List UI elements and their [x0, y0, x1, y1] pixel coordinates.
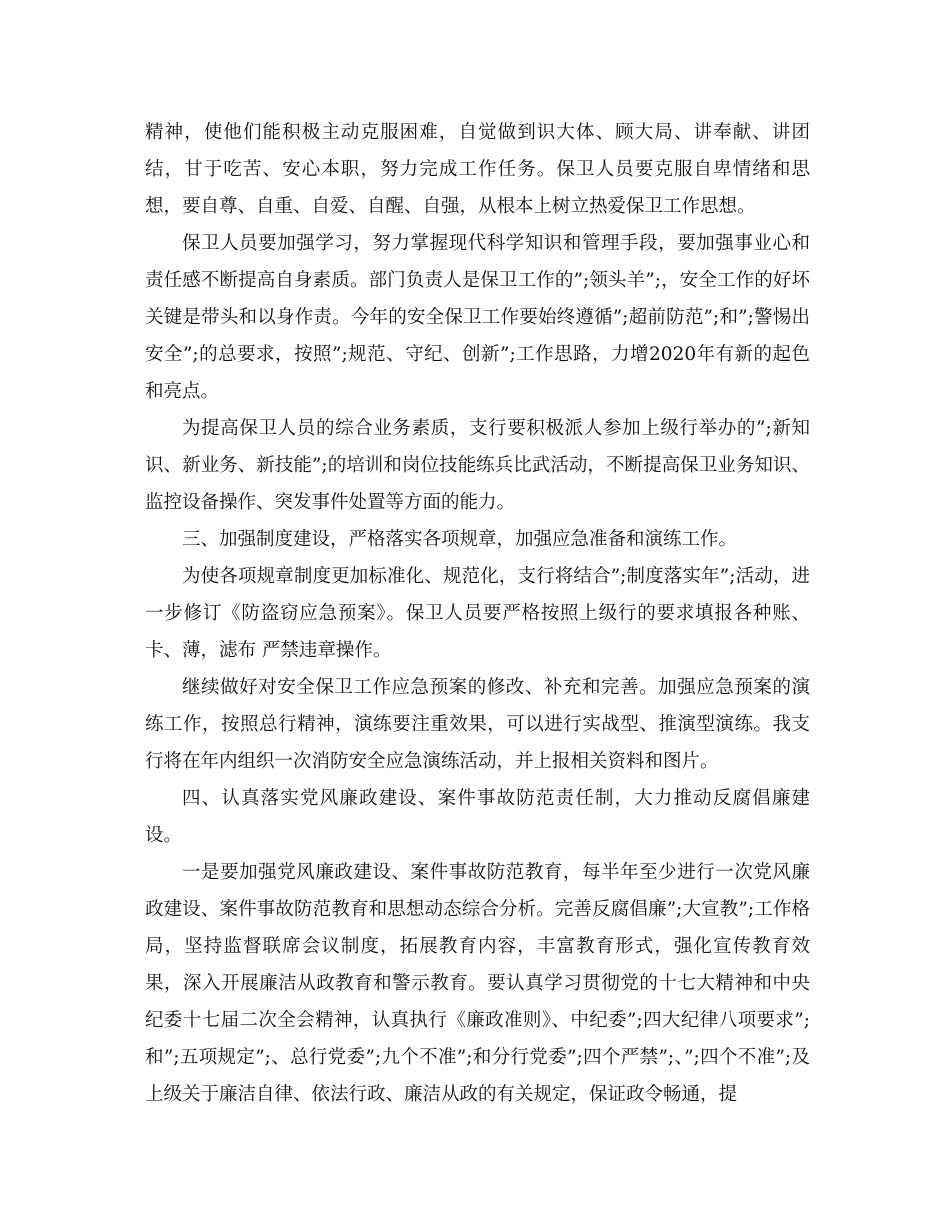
paragraph-1: 精神，使他们能积极主动克服困难，自觉做到识大体、顾大局、讲奉献、讲团结，甘于吃苦、安心本职，努力完成工作任务。保卫人员要克服自卑情绪和思想，要自尊、自重、自爱、自醒、自强，从根本上树立热爱保卫工作思想。: [145, 122, 810, 217]
document-body: [145, 114, 810, 1113]
paragraph-5: 继续做好对安全保卫工作应急预案的修改、补充和完善。加强应急预案的演练工作，按照总行精神，演练要注重效果，可以进行实战型、推演型演练。我支行将在年内组织一次消防安全应急演练活动，并上报相关资料和图片。: [145, 677, 810, 772]
paragraph-3: 为提高保卫人员的综合业务素质，支行要积极派人参加上级行举办的”;新知识、新业务、新技能”;的培训和岗位技能练兵比武活动，不断提高保卫业务知识、监控设备操作、突发事件处置等方面的能力。: [145, 418, 810, 513]
section-heading-4: 四、认真落实党风廉政建设、案件事故防范责任制，大力推动反腐倡廉建设。: [145, 788, 810, 846]
paragraph-2: 保卫人员要加强学习，努力掌握现代科学知识和管理手段，要加强事业心和责任感不断提高自身素质。部门负责人是保卫工作的”;领头羊”;，安全工作的好坏关键是带头和以身作责。今年的安全保卫工作要始终遵循”;超前防范”;和”;警惕出安全”;的总要求，按照”;规范、守纪、创新”;工作思路，力增2020年有新的起色和亮点。: [145, 233, 810, 402]
paragraph-6: 一是要加强党风廉政建设、案件事故防范教育，每半年至少进行一次党风廉政建设、案件事故防范教育和思想动态综合分析。完善反腐倡廉”;大宣教”;工作格局，坚持监督联席会议制度，拓展教育内容，丰富教育形式，强化宣传教育效果，深入开展廉洁从政教育和警示教育。要认真学习贯彻党的十七大精神和中央纪委十七届二次全会精神，认真执行《廉政准则》、中纪委”;四大纪律八项要求”;和”;五项规定”;、总行党委”;九个不准”;和分行党委”;四个严禁”;、”;四个不准”;及上级关于廉洁自律、依法行政、廉洁从政的有关规定，保证政令畅通，提: [145, 862, 810, 1105]
paragraph-4: 为使各项规章制度更加标准化、规范化，支行将结合”;制度落实年”;活动，进一步修订《防盗窃应急预案》。保卫人员要严格按照上级行的要求填报各种账、卡、薄，滤布 严禁违章操作。: [145, 566, 810, 661]
section-heading-3: 三、加强制度建设，严格落实各项规章，加强应急准备和演练工作。: [182, 529, 738, 550]
